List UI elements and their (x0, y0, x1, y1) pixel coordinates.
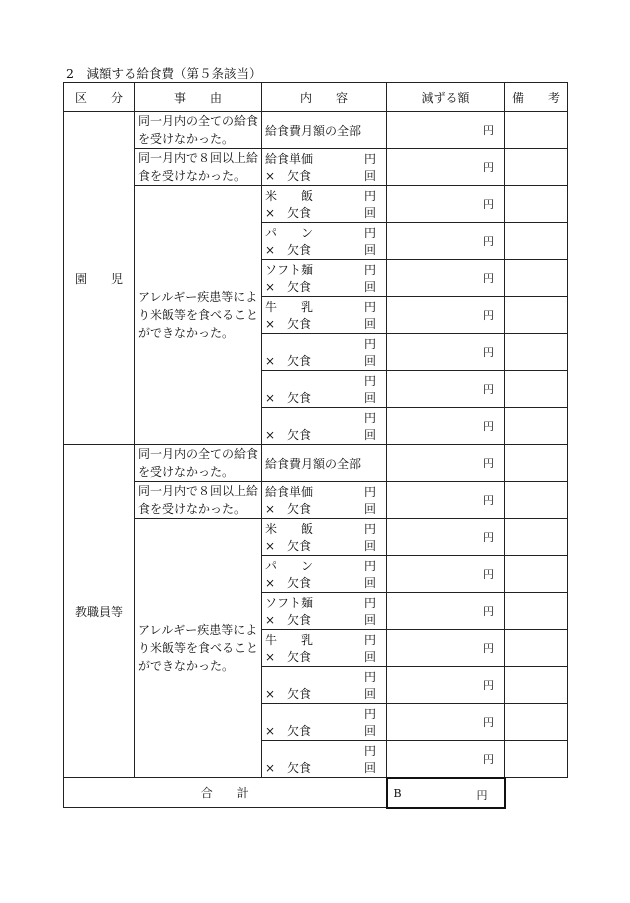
content-label: 牛 乳 (265, 633, 314, 647)
times-label: 回 (363, 502, 376, 516)
note-cell[interactable] (505, 667, 568, 704)
amount-cell[interactable]: 円 (387, 445, 505, 482)
amount-cell[interactable]: 円 (387, 223, 505, 260)
table-row (64, 112, 568, 149)
note-cell[interactable] (505, 223, 568, 260)
yen-label: 円 (363, 152, 376, 166)
content-label: 米 飯 (265, 189, 314, 203)
content-bread (262, 556, 387, 593)
header-note: 備 考 (505, 83, 568, 112)
amount-cell[interactable]: 円 (387, 482, 505, 519)
content-unit-price (262, 149, 387, 186)
note-cell[interactable] (505, 149, 568, 186)
amount-cell[interactable]: 円 (387, 519, 505, 556)
content-milk (262, 297, 387, 334)
note-cell[interactable] (505, 112, 568, 149)
content-label: パ ン (265, 559, 314, 573)
times-missed-label: × 欠食 (265, 724, 312, 738)
amount-cell[interactable]: 円 (387, 556, 505, 593)
content-blank[interactable] (262, 371, 387, 408)
note-cell[interactable] (505, 297, 568, 334)
times-missed-label: × 欠食 (265, 761, 312, 775)
times-missed-label: × 欠食 (265, 687, 312, 701)
times-missed-label: × 欠食 (265, 243, 312, 257)
reason-eight-missed: 同一月内で８回以上給食を受けなかった。 (135, 149, 262, 186)
note-cell[interactable] (505, 593, 568, 630)
content-label: パ ン (265, 226, 314, 240)
table-row (64, 445, 568, 482)
amount-cell[interactable]: 円 (387, 408, 505, 445)
reason-allergy: アレルギー疾患等により米飯等を食べることができなかった。 (135, 519, 262, 778)
amount-cell[interactable]: 円 (387, 112, 505, 149)
times-missed-label: × 欠食 (265, 650, 312, 664)
reason-all-missed: 同一月内の全ての給食を受けなかった。 (135, 112, 262, 149)
note-cell[interactable] (505, 704, 568, 741)
note-cell[interactable] (505, 630, 568, 667)
note-cell[interactable] (505, 482, 568, 519)
yen-label: 円 (363, 596, 376, 610)
times-missed-label: × 欠食 (265, 576, 312, 590)
times-missed-label: × 欠食 (265, 280, 312, 294)
content-bread (262, 223, 387, 260)
times-missed-label: × 欠食 (265, 428, 312, 442)
content-noodle (262, 260, 387, 297)
header-category: 区 分 (64, 83, 135, 112)
times-label: 回 (363, 650, 376, 664)
yen-label: 円 (363, 485, 376, 499)
note-cell[interactable] (505, 445, 568, 482)
times-missed-label: × 欠食 (265, 354, 312, 368)
times-label: 回 (363, 613, 376, 627)
content-blank[interactable] (262, 334, 387, 371)
times-label: 回 (363, 724, 376, 738)
times-label: 回 (363, 354, 376, 368)
amount-cell[interactable]: 円 (387, 667, 505, 704)
total-label: 合 計 (64, 778, 387, 808)
amount-cell[interactable]: 円 (387, 704, 505, 741)
header-reason: 事 由 (135, 83, 262, 112)
content-label: 給食単価 (265, 152, 314, 166)
note-cell[interactable] (505, 741, 568, 778)
content-milk (262, 630, 387, 667)
reason-all-missed: 同一月内の全ての給食を受けなかった。 (135, 445, 262, 482)
note-cell[interactable] (505, 556, 568, 593)
content-blank[interactable] (262, 741, 387, 778)
yen-label: 円 (363, 226, 376, 240)
total-amount-cell[interactable] (387, 778, 505, 808)
content-full-amount: 給食費月額の全部 (262, 112, 387, 149)
content-noodle (262, 593, 387, 630)
yen-label: 円 (363, 633, 376, 647)
times-label: 回 (363, 539, 376, 553)
table-row (64, 149, 568, 186)
content-label: 牛 乳 (265, 300, 314, 314)
times-label: 回 (363, 206, 376, 220)
note-cell[interactable] (505, 408, 568, 445)
reason-allergy: アレルギー疾患等により米飯等を食べることができなかった。 (135, 186, 262, 445)
content-blank[interactable] (262, 704, 387, 741)
times-missed-label: × 欠食 (265, 169, 312, 183)
content-blank[interactable] (262, 408, 387, 445)
total-yen-label: 円 (476, 788, 488, 802)
note-cell[interactable] (505, 371, 568, 408)
note-cell[interactable] (505, 334, 568, 371)
times-label: 回 (363, 317, 376, 331)
amount-cell[interactable]: 円 (387, 260, 505, 297)
times-label: 回 (363, 576, 376, 590)
yen-label: 円 (363, 559, 376, 573)
times-label: 回 (363, 761, 376, 775)
yen-label: 円 (363, 411, 376, 425)
times-label: 回 (363, 280, 376, 294)
category-children: 園 児 (64, 112, 135, 445)
yen-label: 円 (363, 374, 376, 388)
note-cell[interactable] (505, 186, 568, 223)
amount-cell[interactable]: 円 (387, 186, 505, 223)
content-rice (262, 186, 387, 223)
times-missed-label: × 欠食 (265, 317, 312, 331)
times-missed-label: × 欠食 (265, 502, 312, 516)
amount-cell[interactable]: 円 (387, 149, 505, 186)
content-label: ソフト麺 (265, 596, 314, 610)
header-amount: 減ずる額 (387, 83, 505, 112)
total-row (64, 778, 568, 808)
header-row (64, 83, 568, 112)
amount-cell[interactable]: 円 (387, 630, 505, 667)
section-title: 2 減額する給食費（第５条該当） (66, 66, 262, 81)
table-row (64, 186, 568, 223)
header-content: 内 容 (262, 83, 387, 112)
table-row (64, 519, 568, 556)
yen-label: 円 (363, 300, 376, 314)
yen-label: 円 (363, 707, 376, 721)
times-label: 回 (363, 391, 376, 405)
times-label: 回 (363, 243, 376, 257)
times-missed-label: × 欠食 (265, 206, 312, 220)
note-cell[interactable] (505, 260, 568, 297)
content-full-amount: 給食費月額の全部 (262, 445, 387, 482)
amount-cell[interactable]: 円 (387, 741, 505, 778)
yen-label: 円 (363, 670, 376, 684)
reduction-table (63, 82, 568, 809)
content-blank[interactable] (262, 667, 387, 704)
table-row (64, 482, 568, 519)
times-label: 回 (363, 687, 376, 701)
content-label: 米 飯 (265, 522, 314, 536)
times-label: 回 (363, 428, 376, 442)
content-label: 給食単価 (265, 485, 314, 499)
yen-label: 円 (363, 522, 376, 536)
reason-eight-missed: 同一月内で８回以上給食を受けなかった。 (135, 482, 262, 519)
amount-cell[interactable]: 円 (387, 334, 505, 371)
content-unit-price (262, 482, 387, 519)
amount-cell[interactable]: 円 (387, 593, 505, 630)
note-cell[interactable] (505, 519, 568, 556)
times-label: 回 (363, 169, 376, 183)
total-marker: B (393, 786, 402, 800)
times-missed-label: × 欠食 (265, 613, 312, 627)
category-staff: 教職員等 (64, 445, 135, 778)
amount-cell[interactable]: 円 (387, 371, 505, 408)
yen-label: 円 (363, 189, 376, 203)
yen-label: 円 (363, 744, 376, 758)
total-empty (505, 778, 568, 808)
times-missed-label: × 欠食 (265, 391, 312, 405)
times-missed-label: × 欠食 (265, 539, 312, 553)
amount-cell[interactable]: 円 (387, 297, 505, 334)
yen-label: 円 (363, 263, 376, 277)
yen-label: 円 (363, 337, 376, 351)
content-label: ソフト麺 (265, 263, 314, 277)
content-rice (262, 519, 387, 556)
